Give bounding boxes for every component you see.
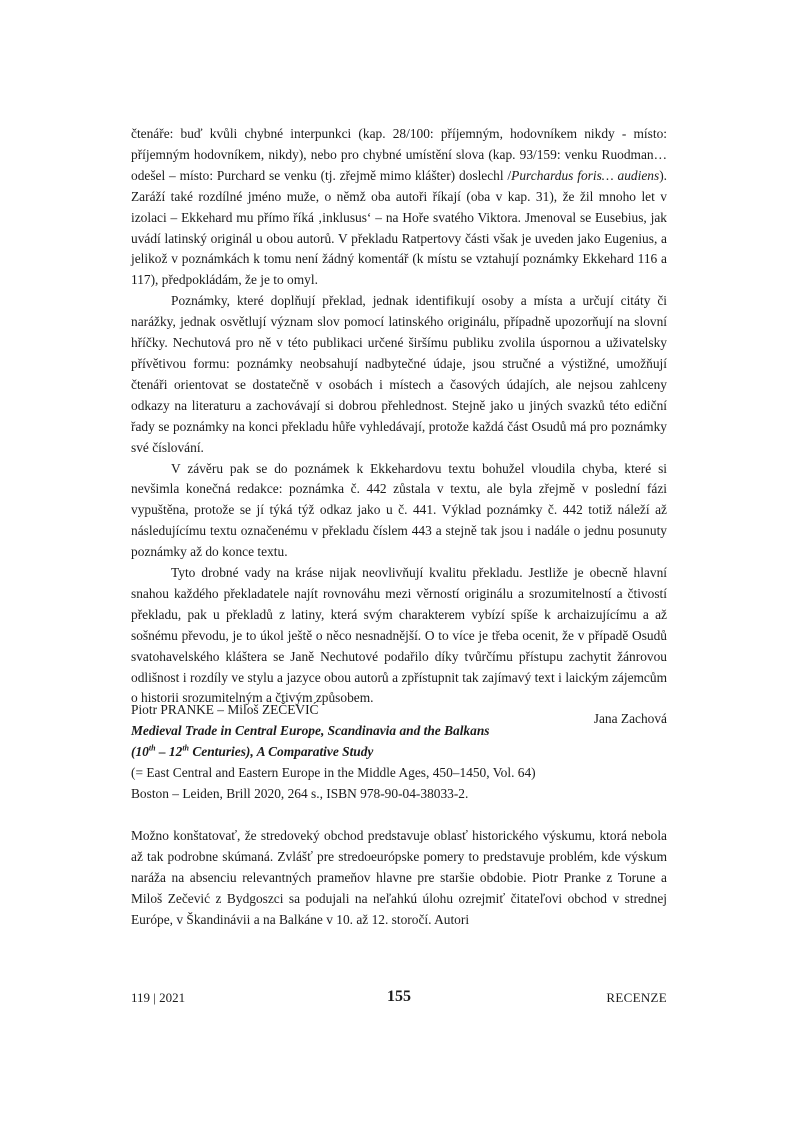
book-title: Medieval Trade in Central Europe, Scandinavia and the Balkans xyxy=(131,722,490,738)
issue-label: 119 | 2021 xyxy=(131,990,186,1005)
page-footer xyxy=(131,988,667,1012)
paragraph: Tyto drobné vady na kráse nijak neovlivňují kvalitu překladu. Jestliže je obecně hlavní snahou každého překladatele najít rovnováhu mezi věrností originálu a srozumitelností a čtivostí překladu, pak u překladů z latiny, která svým charakterem vybízí spíše k archaizujícímu a až sošnému převodu, je to úkol ještě o něco nesnadnější. O to více je třeba ocenit, že v případě Osudů svatohavelského kláštera se Janě Nechutové podařilo díky tvůrčímu přístupu zachytit žánrovou odlišnost i rozdíly ve stylu a jazyce obou autorů a zpřístupnit tak zajímavý text i laickým zájemcům o historii srozumitelným a čtivým způsobem. xyxy=(131,565,667,706)
italic-quote: Purchardus foris… audiens xyxy=(511,167,660,183)
review-continuation xyxy=(131,124,667,730)
paragraph: Možno konštatovať, že stredoveký obchod predstavuje oblasť historického výskumu, ktorá nebola až tak podrobne skúmaná. Zvlášť pre stredoeurópske pomery to predstavuje problém, kde výskum naráža na absenciu relevantných prameňov hlavne pre staršie obdobie. Piotr Pranke z Torune a Miloš Zečević z Bydgoszci sa podujali na neľahkú úlohu ozrejmiť čitateľovi obchod v strednej Európe, v Škandinávii a na Balkáne v 10. až 12. storočí. Autori xyxy=(131,828,667,927)
review-header xyxy=(131,700,667,805)
review-body xyxy=(131,826,667,931)
book-authors: Piotr PRANKE – Miloš ZEČEVIĆ xyxy=(131,702,319,717)
page-number: 155 xyxy=(387,988,411,1005)
paragraph: čtenáře: buď kvůli chybné interpunkci (kap. 28/100: příjemným, hodovníkem nikdy ‑ místo: příjemným hodovníkem, nikdy), nebo pro chybné umístění slova (kap. 93/159: venku Ruodman… odešel – místo: Purchard se venku (tj. zřejmě mimo klášter) doslechl /Purchardus foris… audiens). Zaráží také rozdílné jméno muže, o němž oba autoři říkají (oba v kap. 31), že žil mnoho let v izolaci – Ekkehard mu přímo říká ‚inklusus‘ – na Hoře svatého Viktora. Jmenoval se Eusebius, jak uvádí latinský originál u obou autorů. V překladu Ratpertovy části však je uveden jako Eugenius, a jelikož v poznámkách k tomu není žádný komentář (k místu se vztahují poznámky Ekkehard 116 a 117), předpokládám, že je to omyl. xyxy=(131,126,667,288)
book-publisher: Boston – Leiden, Brill 2020, 264 s., ISBN 978-90-04-38033-2. xyxy=(131,785,469,801)
book-subtitle: (10th – 12th Centuries), A Comparative Study xyxy=(131,743,374,759)
paragraph: Poznámky, které doplňují překlad, jednak identifikují osoby a místa a určují citáty či narážky, jednak osvětlují význam slov pomocí latinského originálu, případně upozorňují na slovní hříčky. Nechutová pro ně v této publikaci určené širšímu publiku zvolila úspornou a uživatelsky přívětivou formu: poznámky neobsahují nadbytečné údaje, jsou stručné a výstižné, umožňují čtenáři orientovat se dostatečně v osobách i místech a časových údajích, ale nejsou zahlceny odkazy na literaturu a zachovávají si dobrou přehlednost. Stejně jako u jiných svazků této ediční řady se poznámky na konci překladu hůře vyhledávají, protože každá část Osudů má pro poznámky své číslování. xyxy=(131,293,667,455)
section-label: RECENZE xyxy=(606,990,667,1005)
paragraph: V závěru pak se do poznámek k Ekkehardovu textu bohužel vloudila chyba, které si nevšimla konečná redakce: poznámka č. 442 zůstala v textu, ale byla zřejmě v poslední fázi vypuštěna, protože se jí týká týž odkaz jako u č. 441. Výklad poznámky č. 442 totiž náleží až následujícímu textu označenému v překladu číslem 443 a stejně tak jsou i nadále o jednu posunuty poznámky až do konce textu. xyxy=(131,460,667,560)
reviewer-signature: Jana Zachová xyxy=(593,711,667,727)
book-series: (= East Central and Eastern Europe in the Middle Ages, 450–1450, Vol. 64) xyxy=(131,764,536,780)
